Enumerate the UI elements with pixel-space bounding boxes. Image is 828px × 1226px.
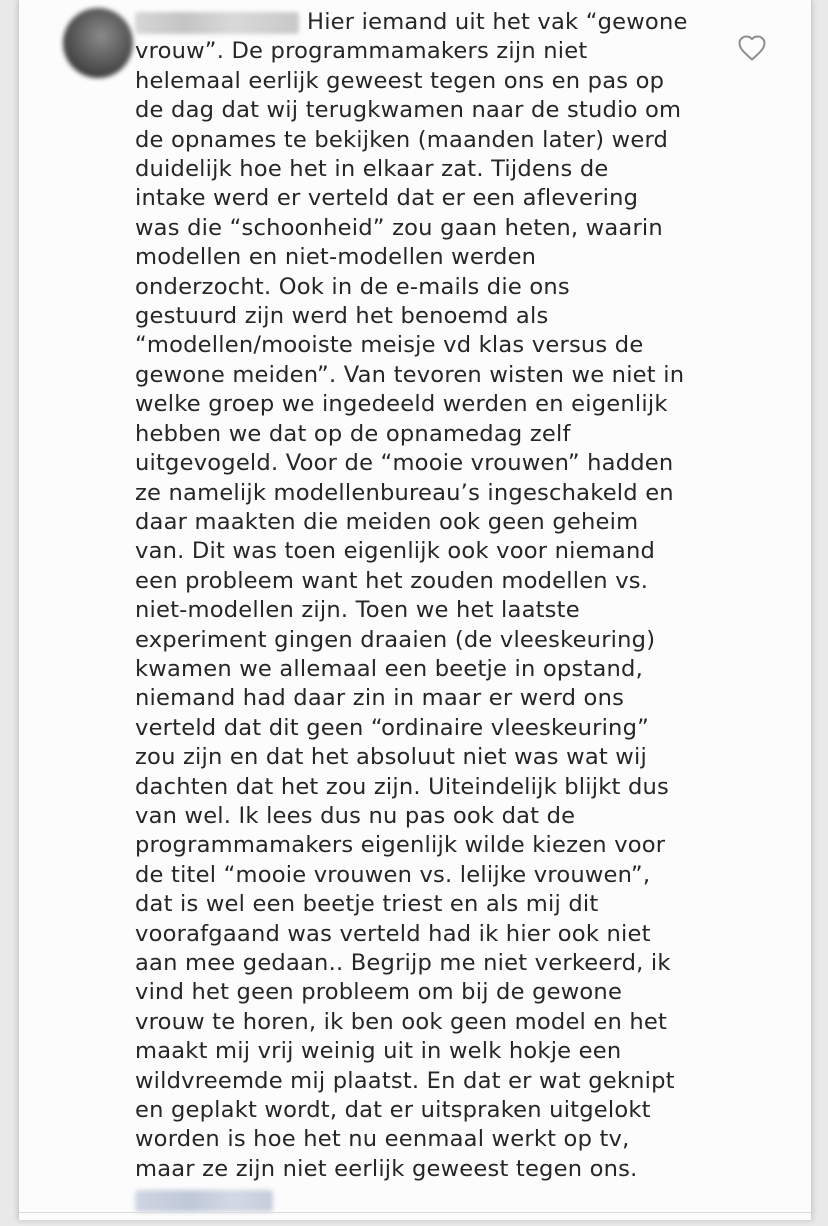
comment-line: vrouw te horen, ik ben ook geen model en het: [135, 1008, 668, 1035]
comment-line: intake werd er verteld dat er een aflevering: [135, 185, 639, 212]
avatar[interactable]: [63, 8, 133, 78]
comment-line: dachten dat het zou zijn. Uiteindelijk blijkt dus: [135, 773, 670, 800]
comment-line: maakt mij vrij weinig uit in welk hokje een: [135, 1038, 622, 1065]
comment-line: onderzocht. Ook in de e-mails die ons: [135, 273, 570, 300]
comment-line: maar ze zijn niet eerlijk geweest tegen ons.: [135, 1155, 638, 1182]
comment-line: helemaal eerlijk geweest tegen ons en pas op: [135, 67, 665, 94]
mention-line: [135, 1184, 735, 1213]
comment-line: kwamen we allemaal een beetje in opstand,: [135, 655, 643, 682]
comment-text: [135, 37, 735, 1184]
comment-line: welke groep we ingedeeld werden en eigenlijk: [135, 391, 668, 418]
comment-line: ze namelijk modellenbureau’s ingeschakeld en: [135, 479, 674, 506]
comment-card: [18, 0, 812, 1220]
comment-line: daar maakten die meiden ook geen geheim: [135, 508, 639, 535]
comment-line: de opnames te bekijken (maanden later) werd: [135, 126, 669, 153]
comment-line: gewone meiden”. Van tevoren wisten we niet in: [135, 361, 685, 388]
comment-line: van. Dit was toen eigenlijk ook voor niemand: [135, 538, 656, 565]
comment-line: niet-modellen zijn. Toen we het laatste: [135, 597, 580, 624]
comment-line: “modellen/mooiste meisje vd klas versus de: [135, 332, 644, 359]
comment-line: en geplakt wordt, dat er uitspraken uitgelokt: [135, 1097, 651, 1124]
comment-line: voorafgaand was verteld had ik hier ook niet: [135, 920, 651, 947]
comment-line: was die “schoonheid” zou gaan heten, waarin: [135, 214, 663, 241]
comment-line: worden is hoe het nu eenmaal werkt op tv,: [135, 1126, 630, 1153]
comment-line: modellen en niet-modellen werden: [135, 244, 537, 271]
comment-line: uitgevogeld. Voor de “mooie vrouwen” hadden: [135, 450, 674, 477]
comment-line: wildvreemde mij plaatst. En dat er wat geknipt: [135, 1067, 675, 1094]
comment-line: niemand had daar zin in maar er werd ons: [135, 685, 625, 712]
comment-line: Hier iemand uit het vak “gewone: [135, 8, 735, 37]
heart-icon[interactable]: [737, 34, 767, 62]
comment-body: [135, 8, 735, 1214]
comment-line: een probleem want het zouden modellen vs.: [135, 567, 649, 594]
comment-line: programmamakers eigenlijk wilde kiezen voor: [135, 832, 666, 859]
comment-line: hebben we dat op de opnamedag zelf: [135, 420, 571, 447]
comment-line: duidelijk hoe het in elkaar zat. Tijdens de: [135, 156, 609, 183]
divider: [19, 1212, 811, 1213]
comment-line: zou zijn en dat het absoluut niet was wat wij: [135, 744, 647, 771]
comment-line: aan mee gedaan.. Begrijp me niet verkeerd, ik: [135, 950, 671, 976]
mention-blurred[interactable]: [135, 1190, 273, 1212]
comment-line: dat is wel een beetje triest en als mij dit: [135, 891, 599, 918]
comment-line: verteld dat dit geen “ordinaire vleeskeuring”: [135, 714, 650, 741]
comment-line: gestuurd zijn werd het benoemd als: [135, 303, 549, 330]
comment-line: de titel “mooie vrouwen vs. lelijke vrouwen”,: [135, 861, 651, 888]
comment-line: vrouw”. De programmamakers zijn niet: [135, 38, 588, 65]
comment-line: vind het geen probleem om bij de gewone: [135, 979, 623, 1006]
comment-line: experiment gingen draaien (de vleeskeuring): [135, 626, 656, 653]
username-blurred[interactable]: [135, 12, 299, 34]
comment-line: van wel. Ik lees dus nu pas ook dat de: [135, 802, 576, 829]
comment-line: de dag dat wij terugkwamen naar de studio om: [135, 97, 682, 124]
